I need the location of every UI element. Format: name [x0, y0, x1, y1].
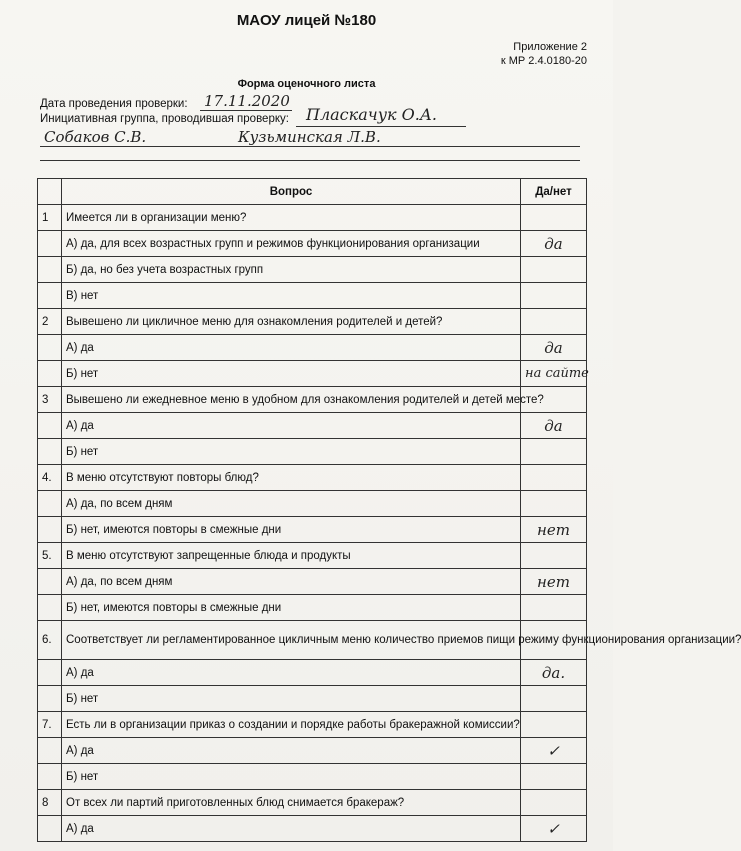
table-row	[38, 205, 587, 231]
row-num	[38, 569, 62, 595]
row-answer: нет	[521, 569, 587, 595]
table-row	[38, 361, 587, 387]
row-text: А) да	[62, 335, 521, 361]
row-num	[38, 686, 62, 712]
row-text: В меню отсутствуют повторы блюд?	[62, 465, 521, 491]
row-text: В меню отсутствуют запрещенные блюда и продукты	[62, 543, 521, 569]
group-underline-1	[296, 126, 466, 127]
row-answer	[521, 491, 587, 517]
table-row	[38, 335, 587, 361]
row-answer	[521, 712, 587, 738]
table-row	[38, 543, 587, 569]
row-text: А) да, по всем дням	[62, 569, 521, 595]
row-num	[38, 595, 62, 621]
row-answer	[521, 543, 587, 569]
header-question: Вопрос	[62, 179, 521, 205]
row-num: 4.	[38, 465, 62, 491]
form-title: Форма оценочного листа	[237, 78, 376, 90]
row-num: 5.	[38, 543, 62, 569]
group-member-1: Пласкачук О.А.	[306, 105, 438, 124]
row-answer: да	[521, 335, 587, 361]
row-text: А) да	[62, 660, 521, 686]
row-text: А) да	[62, 738, 521, 764]
header-answer: Да/нет	[521, 179, 587, 205]
table-row	[38, 686, 587, 712]
row-num: 2	[38, 309, 62, 335]
row-text: А) да	[62, 816, 521, 842]
group-label: Инициативная группа, проводившая проверку:	[40, 113, 289, 125]
row-num	[38, 439, 62, 465]
row-text: Вывешено ли ежедневное меню в удобном для ознакомления родителей и детей месте?	[62, 387, 521, 413]
row-text: Б) нет	[62, 764, 521, 790]
row-num	[38, 231, 62, 257]
table-row	[38, 413, 587, 439]
table-row	[38, 595, 587, 621]
row-text: Б) нет	[62, 439, 521, 465]
row-text: А) да	[62, 413, 521, 439]
row-answer: ✓	[521, 816, 587, 842]
row-num	[38, 335, 62, 361]
row-text: А) да, по всем дням	[62, 491, 521, 517]
row-text: Есть ли в организации приказ о создании и порядке работы бракеражной комиссии?	[62, 712, 521, 738]
row-answer	[521, 257, 587, 283]
school-title: МАОУ лицей №180	[236, 12, 377, 29]
table-row	[38, 816, 587, 842]
table-row	[38, 387, 587, 413]
row-text: В) нет	[62, 283, 521, 309]
annex-line-2: к МР 2.4.0180-20	[500, 55, 587, 67]
date-underline	[200, 110, 292, 111]
row-num	[38, 491, 62, 517]
table-row	[38, 790, 587, 816]
table-row	[38, 491, 587, 517]
row-answer: да.	[521, 660, 587, 686]
group-underline-3	[40, 160, 580, 161]
row-num: 1	[38, 205, 62, 231]
row-num	[38, 257, 62, 283]
date-value: 17.11.2020	[204, 92, 290, 110]
table-row	[38, 660, 587, 686]
row-answer	[521, 764, 587, 790]
row-num	[38, 816, 62, 842]
row-text: Вывешено ли цикличное меню для ознакомления родителей и детей?	[62, 309, 521, 335]
table-row	[38, 231, 587, 257]
table-header-row	[38, 179, 587, 205]
row-text: Б) нет, имеются повторы в смежные дни	[62, 595, 521, 621]
row-num	[38, 764, 62, 790]
table-row	[38, 712, 587, 738]
row-answer	[521, 790, 587, 816]
row-answer	[521, 309, 587, 335]
table-row	[38, 257, 587, 283]
row-num	[38, 517, 62, 543]
row-num	[38, 361, 62, 387]
table-row	[38, 439, 587, 465]
row-text: Б) нет	[62, 686, 521, 712]
row-answer	[521, 283, 587, 309]
table-row	[38, 283, 587, 309]
annex-note	[501, 40, 587, 68]
row-text: Имеется ли в организации меню?	[62, 205, 521, 231]
group-member-2: Собаков С.В.	[44, 128, 147, 146]
table-row	[38, 517, 587, 543]
row-answer	[521, 205, 587, 231]
table-row	[38, 309, 587, 335]
row-answer: на сайте	[521, 361, 587, 387]
table-row	[38, 465, 587, 491]
row-answer: да	[521, 231, 587, 257]
group-underline-2	[40, 146, 580, 147]
row-num	[38, 283, 62, 309]
row-answer	[521, 439, 587, 465]
row-text: Соответствует ли регламентированное цикличным меню количество приемов пищи режиму функционирования организации?	[62, 621, 521, 660]
table-row	[38, 621, 587, 660]
header-num-cell	[38, 179, 62, 205]
row-num: 3	[38, 387, 62, 413]
row-num: 6.	[38, 621, 62, 660]
group-member-3: Кузьминская Л.В.	[238, 128, 381, 146]
checklist-table	[37, 178, 741, 842]
row-text: Б) нет	[62, 361, 521, 387]
row-answer: нет	[521, 517, 587, 543]
row-num	[38, 660, 62, 686]
annex-line-1: Приложение 2	[513, 41, 587, 53]
row-answer: да	[521, 413, 587, 439]
row-answer	[521, 465, 587, 491]
row-answer	[521, 686, 587, 712]
date-label: Дата проведения проверки:	[40, 98, 188, 110]
row-text: От всех ли партий приготовленных блюд снимается бракераж?	[62, 790, 521, 816]
table-row	[38, 764, 587, 790]
row-answer: ✓	[521, 738, 587, 764]
table-row	[38, 569, 587, 595]
row-answer	[521, 595, 587, 621]
row-text: А) да, для всех возрастных групп и режимов функционирования организации	[62, 231, 521, 257]
row-num: 7.	[38, 712, 62, 738]
row-text: Б) да, но без учета возрастных групп	[62, 257, 521, 283]
row-text: Б) нет, имеются повторы в смежные дни	[62, 517, 521, 543]
row-num	[38, 413, 62, 439]
table-row	[38, 738, 587, 764]
row-num	[38, 738, 62, 764]
row-num: 8	[38, 790, 62, 816]
